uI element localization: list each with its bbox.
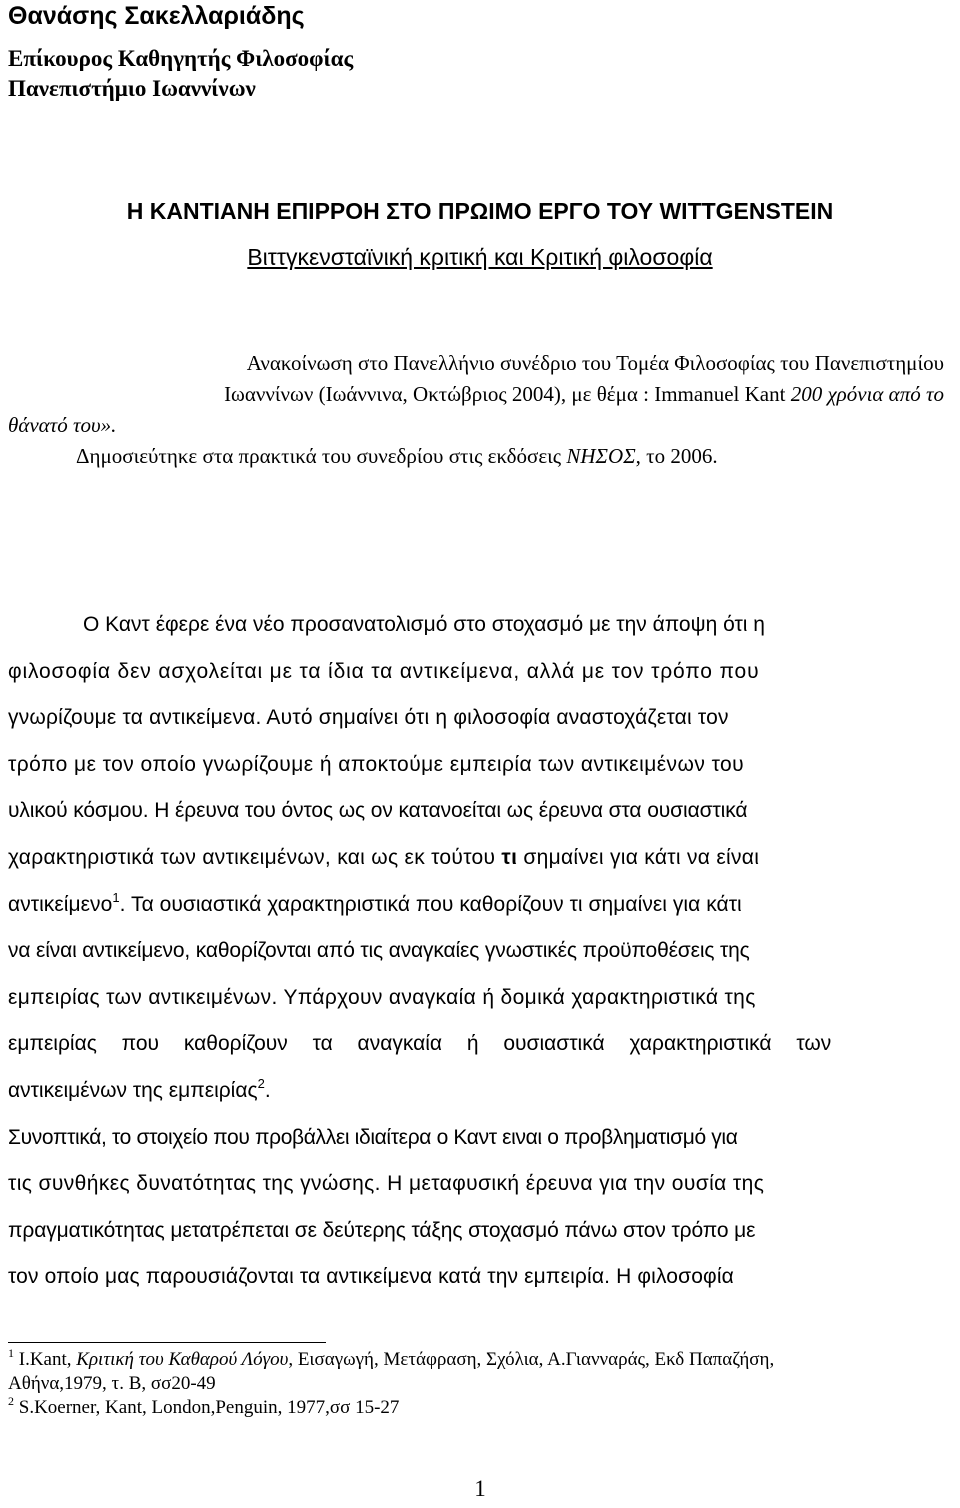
footnote-text: , Εισαγωγή, Μετάφραση, Σχόλια, Α.Γιανναράς, Εκδ Παπαζήση, — [288, 1349, 775, 1370]
body-line: τον οποίο μας παρουσιάζονται τα αντικείμενα κατά την εμπειρία. Η φιλοσοφία — [8, 1265, 734, 1289]
footnote-number: 2 — [8, 1394, 14, 1408]
footnote-number: 1 — [8, 1346, 14, 1360]
body-line: εμπειρίας που καθορίζουν τα αναγκαία ή ουσιαστικά χαρακτηριστικά των — [8, 1032, 832, 1056]
footnote-text: S.Koerner, Kant, London,Penguin, 1977,σσ 15-27 — [14, 1397, 400, 1418]
footnote-ref[interactable]: 2 — [257, 1075, 265, 1091]
body-line: Ο Καντ έφερε ένα νέο προσανατολισμό στο στοχασμό με την άποψη ότι η — [83, 613, 765, 636]
publisher-name: ΝΗΣΟΣ — [566, 444, 636, 468]
body-text — [8, 608, 952, 1307]
body-line: πραγματικότητας μετατρέπεται σε δεύτερης τάξης στοχασμό πάνω στον τρόπο με — [8, 1218, 756, 1242]
conference-line-4-year: , το 2006. — [635, 444, 718, 468]
author-name: Θανάσης Σακελλαριάδης — [8, 2, 305, 30]
conference-line-2-text: Ιωαννίνων (Ιωάννινα, Οκτώβριος 2004), με θέμα : Immanuel Kant — [224, 382, 791, 406]
body-line: Συνοπτικά, το στοιχείο που προβάλλει ιδιαίτερα ο Καντ ειναι ο προβληματισμό για — [8, 1125, 738, 1149]
footnotes — [8, 1348, 952, 1420]
conference-line-3 — [0, 410, 960, 441]
body-line: γνωρίζουμε τα αντικείμενα. Αυτό σημαίνει ότι η φιλοσοφία αναστοχάζεται τον — [8, 706, 729, 730]
footnote-2 — [8, 1396, 952, 1420]
conference-line-2 — [0, 379, 960, 410]
conference-line-3-italic: θάνατό του». — [8, 413, 117, 437]
page-number: 1 — [474, 1476, 486, 1501]
body-line: τρόπο με τον οποίο γνωρίζουμε ή αποκτούμε εμπειρία των αντικειμένων του — [8, 752, 745, 776]
body-line: φιλοσοφία δεν ασχολείται με τα ίδια τα αντικείμενα, αλλά με τον τρόπο που — [8, 659, 760, 683]
body-line-text: σημαίνει για κάτι να είναι — [517, 845, 760, 869]
footnote-1-cont: Αθήνα,1979, τ. Β, σσ20-49 — [8, 1373, 216, 1394]
conference-line-1: Ανακοίνωση στο Πανελλήνιο συνέδριο του Τομέα Φιλοσοφίας του Πανεπιστημίου — [246, 351, 944, 375]
paper-subtitle: Βιττγκενσταϊνική κριτική και Κριτική φιλοσοφία — [247, 244, 713, 270]
body-line-text: αντικείμενο — [8, 892, 113, 916]
footnote-1 — [8, 1348, 952, 1372]
footnote-separator — [8, 1342, 326, 1343]
body-line-bold: τι — [501, 845, 518, 869]
footnote-ref[interactable]: 1 — [112, 889, 120, 905]
body-line: εμπειρίας των αντικειμένων. Υπάρχουν αναγκαία ή δομικά χαρακτηριστικά της — [8, 985, 756, 1009]
paper-title: Η ΚΑΝΤΙΑΝΗ ΕΠΙΡΡΟΗ ΣΤΟ ΠΡΩΙΜΟ ΕΡΓΟ ΤΟΥ WITTGENSTEIN — [126, 198, 834, 224]
author-position: Επίκουρος Καθηγητής Φιλοσοφίας — [8, 46, 354, 71]
conference-line-4 — [0, 441, 960, 472]
body-line — [8, 888, 952, 935]
body-line: υλικού κόσμου. Η έρευνα του όντος ως ον κατανοείται ως έρευνα στα ουσιαστικά — [8, 799, 748, 823]
body-line — [8, 841, 952, 888]
body-line: τις συνθήκες δυνατότητας της γνώσης. Η μεταφυσική έρευνα για την ουσία της — [8, 1172, 765, 1196]
conference-line-2-italic: 200 χρόνια από το — [790, 382, 944, 406]
author-university: Πανεπιστήμιο Ιωαννίνων — [8, 76, 256, 101]
body-line: να είναι αντικείμενο, καθορίζονται από τις αναγκαίες γνωστικές προϋποθέσεις της — [8, 939, 750, 963]
footnote-text: I.Kant, — [14, 1349, 77, 1370]
conference-note — [0, 348, 960, 472]
body-line — [8, 1074, 952, 1121]
body-line-text: . Τα ουσιαστικά χαρακτηριστικά που καθορίζουν τι σημαίνει για κάτι — [119, 892, 742, 916]
footnote-book-title: Κριτική του Καθαρού Λόγου — [76, 1349, 289, 1370]
body-line-text: . — [264, 1078, 271, 1102]
conference-line-4-text: Δημοσιεύτηκε στα πρακτικά του συνεδρίου στις εκδόσεις — [76, 444, 567, 468]
body-line-text: αντικειμένων της εμπειρίας — [8, 1078, 258, 1102]
body-line-text: χαρακτηριστικά των αντικειμένων, και ως εκ τούτου — [8, 845, 502, 869]
